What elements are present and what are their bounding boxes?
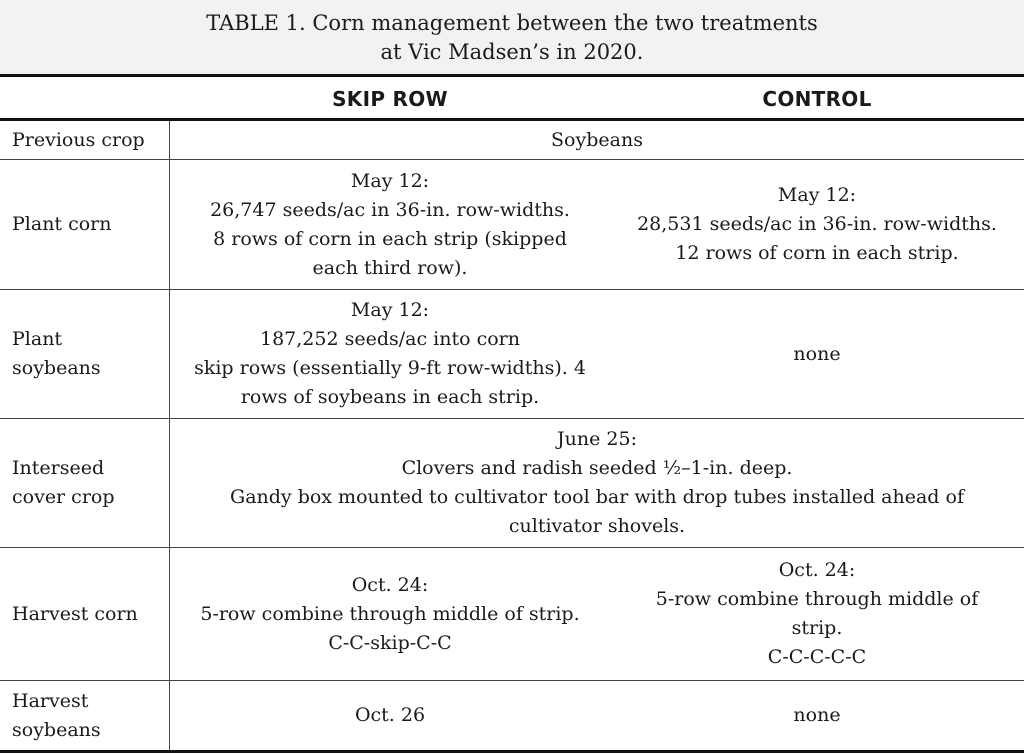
header-control: CONTROL: [762, 87, 872, 111]
skip-row-cell: Oct. 24: 5-row combine through middle of strip. C-C-skip-C-C: [200, 573, 580, 654]
caption-line-2: at Vic Madsen’s in 2020.: [380, 40, 644, 64]
table-row: [0, 121, 1024, 159]
control-cell: May 12: 28,531 seeds/ac in 36-in. row-widths. 12 rows of corn in each strip.: [637, 184, 997, 264]
spanning-cell: Soybeans: [551, 128, 643, 151]
table-row: [0, 680, 1024, 750]
skip-row-cell: May 12: 26,747 seeds/ac in 36-in. row-widths. 8 rows of corn in each strip (skipped each third row).: [210, 169, 570, 279]
control-cell: none: [793, 342, 841, 365]
caption-line-1: TABLE 1. Corn management between the two treatments: [206, 11, 818, 35]
table-row: [0, 418, 1024, 547]
spanning-cell: June 25: Clovers and radish seeded ½–1-in. deep. Gandy box mounted to cultivator tool bar with drop tubes installed ahead of cultivator shovels.: [230, 428, 964, 537]
row-label: Harvest corn: [0, 548, 170, 680]
top-rule: [0, 74, 1024, 77]
skip-row-cell: Oct. 26: [354, 704, 426, 726]
row-label: Previous crop: [0, 121, 170, 159]
bottom-rule: [0, 750, 1024, 753]
row-label: Plant corn: [0, 160, 170, 289]
control-cell: Oct. 24: 5-row combine through middle of strip. C-C-C-C-C: [655, 559, 979, 668]
header-skip-row: SKIP ROW: [332, 87, 448, 111]
skip-row-cell: May 12: 187,252 seeds/ac into corn skip rows (essentially 9-ft row-widths). 4 rows of soybeans in each strip.: [194, 299, 586, 408]
table-row: [0, 159, 1024, 289]
control-cell: none: [793, 704, 841, 726]
table-row: [0, 547, 1024, 680]
table-row: [0, 289, 1024, 418]
row-label: Harvest soybeans: [0, 681, 170, 750]
header-row: [0, 78, 1024, 118]
table-caption: [0, 0, 1024, 74]
row-label: Plant soybeans: [0, 290, 170, 418]
row-label: Interseed cover crop: [0, 419, 170, 547]
